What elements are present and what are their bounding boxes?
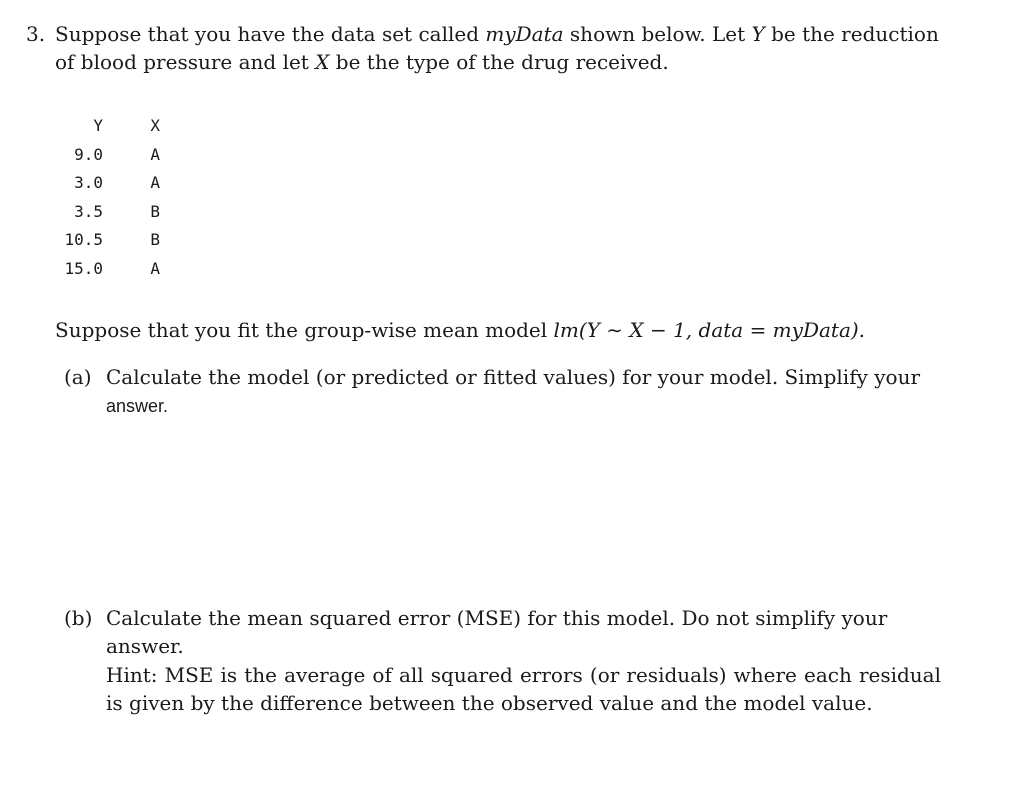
- model-statement: [55, 316, 865, 344]
- data-table: [55, 112, 160, 283]
- x-variable: X: [315, 50, 330, 74]
- intro-text-3: be the reduction of blood pressure and let: [55, 22, 939, 74]
- cell-y: 9.0: [74, 144, 103, 164]
- model-text: Suppose that you fit the group-wise mean model: [55, 318, 554, 342]
- cell-y: 10.5: [64, 230, 103, 250]
- part-b-hint: Hint: MSE is the average of all squared errors (or residuals) where each residual is given by the difference between the observed value and the model value.: [106, 663, 941, 715]
- problem-number: 3.: [26, 22, 46, 46]
- column-header-y: Y: [93, 116, 103, 136]
- cell-y: 3.0: [74, 173, 103, 193]
- part-a-tail: answer.: [106, 396, 169, 416]
- part-b-text: Calculate the mean squared error (MSE) for this model. Do not simplify your answer.: [106, 606, 888, 658]
- intro-text-4: be the type of the drug received.: [329, 50, 669, 74]
- part-b-label: (b): [64, 606, 93, 630]
- cell-x: B: [150, 201, 160, 221]
- cell-y: 15.0: [64, 258, 103, 278]
- part-a-text: Calculate the model (or predicted or fitted values) for your model. Simplify your: [106, 365, 921, 389]
- table-row: [55, 255, 160, 284]
- problem-intro: [55, 20, 950, 76]
- cell-x: A: [150, 173, 160, 193]
- table-row: [55, 169, 160, 198]
- table-row: [55, 198, 160, 227]
- model-formula: lm(Y ∼ X − 1, data = myData): [553, 318, 859, 342]
- dataset-name: myData: [485, 22, 564, 46]
- cell-y: 3.5: [74, 201, 103, 221]
- cell-x: A: [150, 144, 160, 164]
- y-variable: Y: [751, 22, 765, 46]
- intro-text-1: Suppose that you have the data set called: [55, 22, 486, 46]
- cell-x: B: [150, 230, 160, 250]
- table-row: [55, 141, 160, 170]
- column-header-x: X: [150, 116, 160, 136]
- model-end: .: [858, 318, 866, 342]
- table-row: [55, 226, 160, 255]
- table-header-row: [55, 112, 160, 141]
- intro-text-2: shown below. Let: [563, 22, 752, 46]
- cell-x: A: [150, 258, 160, 278]
- part-a-label: (a): [64, 365, 92, 389]
